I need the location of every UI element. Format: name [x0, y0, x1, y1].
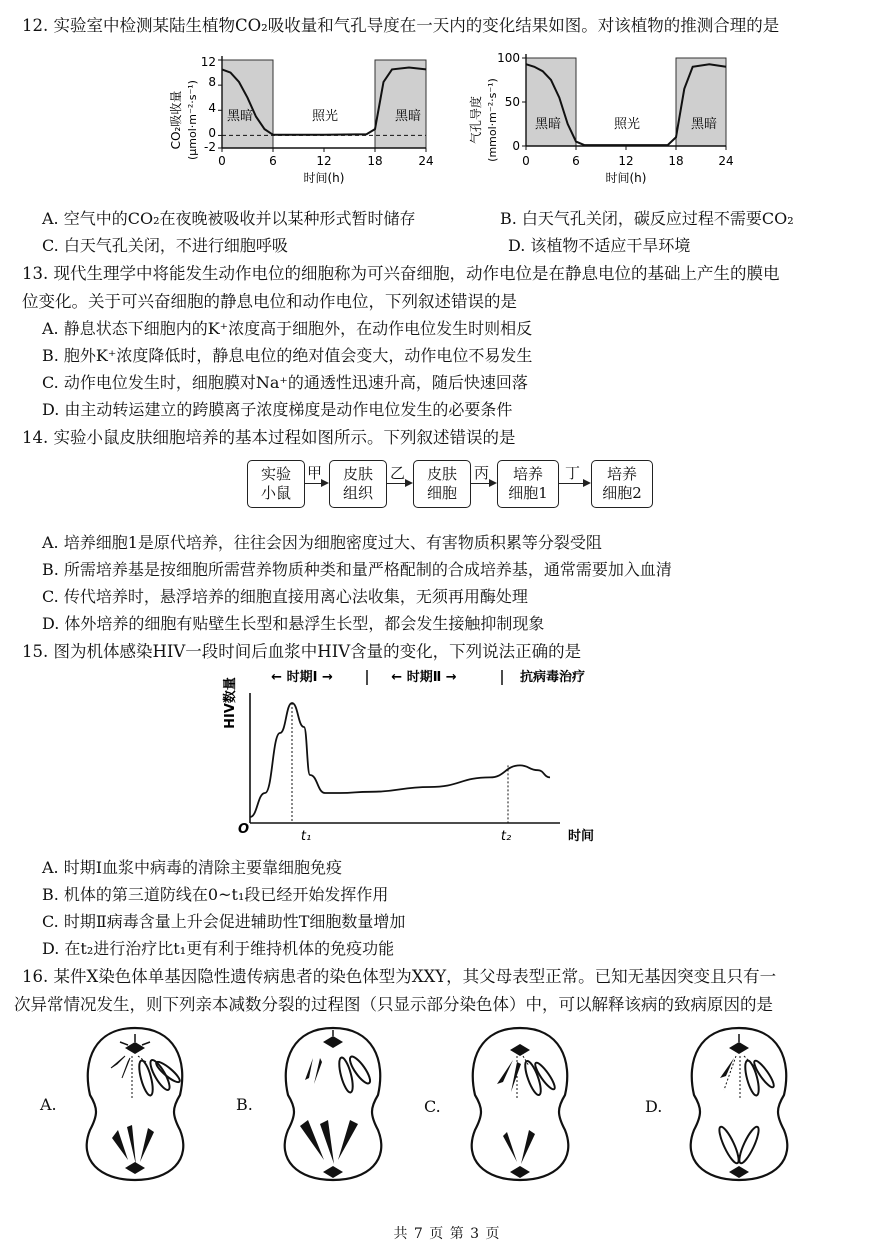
q14-option-b[interactable]: B. 所需培养基是按细胞所需营养物质种类和量严格配制的合成培养基，通常需要加入血清	[42, 560, 672, 579]
flow-box-skin-cell	[413, 460, 471, 508]
q15-option-c[interactable]: C. 时期Ⅱ病毒含量上升会促进辅助性T细胞数量增加	[42, 912, 406, 931]
hiv-t2-label: t₂	[500, 829, 512, 844]
q16-stem-line1: 16. 某件X染色体单基因隐性遗传病患者的染色体型为XXY，其父母表型正常。已知无基因突变且只有一	[22, 967, 777, 986]
stomata-ylabel-1: 气孔导度	[469, 95, 483, 145]
flow-step-yi: 乙	[390, 464, 406, 482]
stomata-ylabel-2: (mmol·m⁻²·s⁻¹)	[486, 78, 499, 162]
stomata-region-3: 黑暗	[690, 117, 718, 132]
flow-box-skin-cell-l1: 皮肤	[426, 465, 457, 483]
q16-stem-line2: 次异常情况发生，则下列亲本减数分裂的过程图（只显示部分染色体）中，可以解释该病的致病原因的是	[14, 995, 773, 1014]
q14-option-d[interactable]: D. 体外培养的细胞有贴壁生长型和悬浮生长型，都会发生接触抑制现象	[42, 614, 545, 633]
q16-option-c-label[interactable]: C.	[424, 1097, 441, 1116]
co2-xtick-0: 0	[218, 154, 226, 168]
q15-hiv-chart	[220, 663, 620, 848]
flow-box-skin-cell-l2: 细胞	[426, 484, 457, 502]
stomata-ytick-50: 50	[504, 95, 520, 109]
stomata-xtick-24: 24	[718, 154, 734, 168]
q13-stem-line1: 13. 现代生理学中将能发生动作电位的细胞称为可兴奋细胞，动作电位是在静息电位的基础上产生的膜电	[22, 264, 780, 283]
co2-region-3: 黑暗	[394, 109, 422, 124]
q12-stem: 12. 实验室中检测某陆生植物CO₂吸收量和气孔导度在一天内的变化结果如图。对该植物的推测合理的是	[22, 16, 780, 35]
hiv-xlabel: 时间	[568, 829, 595, 844]
co2-ylabel-2: (μmol·m⁻²·s⁻¹)	[186, 80, 199, 160]
stomata-region-1: 黑暗	[534, 117, 562, 132]
q15-option-d[interactable]: D. 在t₂进行治疗比t₁更有利于维持机体的免疫功能	[42, 939, 395, 958]
flow-box-culture-1	[497, 460, 559, 508]
flow-box-culture-2	[591, 460, 653, 508]
co2-region-1: 黑暗	[226, 109, 254, 124]
stomata-xtick-0: 0	[522, 154, 530, 168]
hiv-origin: O	[238, 822, 250, 837]
dark-region-left	[526, 58, 576, 146]
flow-box-mouse-l2: 小鼠	[260, 484, 291, 502]
flow-step-ding: 丁	[565, 464, 581, 482]
hiv-plot	[250, 693, 560, 823]
stomata-xtick-12: 12	[618, 154, 634, 168]
q16-cell-b[interactable]	[268, 1020, 398, 1185]
q12-stomata-chart	[462, 48, 752, 198]
q13-stem-line2: 位变化。关于可兴奋细胞的静息电位和动作电位，下列叙述错误的是	[22, 292, 517, 311]
stomata-plot	[522, 54, 726, 150]
q13-option-c[interactable]: C. 动作电位发生时，细胞膜对Na⁺的通透性迅速升高，随后快速回落	[42, 373, 528, 392]
stomata-ytick-100: 100	[497, 51, 520, 65]
stomata-region-2: 照光	[613, 117, 641, 132]
q15-stem: 15. 图为机体感染HIV一段时间后血浆中HIV含量的变化，下列说法正确的是	[22, 642, 582, 661]
q12-option-c[interactable]: C. 白天气孔关闭，不进行细胞呼吸	[42, 236, 288, 255]
flow-step-bing: 丙	[474, 464, 490, 482]
flow-arrow-1	[305, 483, 327, 484]
flow-box-culture-2-l1: 培养	[606, 465, 637, 483]
stomata-xlabel: 时间(h)	[605, 171, 647, 185]
flow-box-mouse	[247, 460, 305, 508]
q13-option-d[interactable]: D. 由主动转运建立的跨膜离子浓度梯度是动作电位发生的必要条件	[42, 400, 513, 419]
flow-box-skin-tissue-l2: 组织	[342, 484, 373, 502]
co2-xtick-18: 18	[367, 154, 383, 168]
q16-option-d-label[interactable]: D.	[645, 1097, 663, 1116]
q16-cell-d[interactable]	[674, 1020, 804, 1185]
flow-box-skin-tissue	[329, 460, 387, 508]
co2-plot	[218, 56, 426, 152]
co2-xtick-6: 6	[269, 154, 277, 168]
co2-ytick-4: 4	[208, 101, 216, 115]
q13-option-b[interactable]: B. 胞外K⁺浓度降低时，静息电位的绝对值会变大，动作电位不易发生	[42, 346, 533, 365]
flow-box-mouse-l1: 实验	[260, 465, 291, 483]
q14-stem: 14. 实验小鼠皮肤细胞培养的基本过程如图所示。下列叙述错误的是	[22, 428, 516, 447]
hiv-t1-label: t₁	[300, 829, 312, 844]
flow-box-skin-tissue-l1: 皮肤	[342, 465, 373, 483]
co2-ytick-neg2: -2	[204, 140, 216, 154]
flow-arrow-2	[387, 483, 411, 484]
q15-option-a[interactable]: A. 时期Ⅰ血浆中病毒的清除主要靠细胞免疫	[42, 858, 343, 877]
q13-option-a[interactable]: A. 静息状态下细胞内的K⁺浓度高于细胞外，在动作电位发生时则相反	[42, 319, 533, 338]
q16-option-a-label[interactable]: A.	[40, 1095, 57, 1114]
q15-option-b[interactable]: B. 机体的第三道防线在0~t₁段已经开始发挥作用	[42, 885, 389, 904]
dark-region-right	[375, 60, 426, 148]
flow-box-culture-2-l2: 细胞2	[602, 484, 642, 502]
hiv-curve	[250, 703, 550, 817]
co2-region-2: 照光	[311, 109, 339, 124]
hiv-period-2: ← 时期Ⅱ →	[391, 670, 457, 685]
dark-region-right	[676, 58, 726, 146]
page-footer: 共 7 页 第 3 页	[393, 1226, 501, 1242]
co2-xtick-24: 24	[418, 154, 434, 168]
hiv-period-1: ← 时期Ⅰ →	[271, 670, 333, 685]
q12-option-b[interactable]: B. 白天气孔关闭，碳反应过程不需要CO₂	[500, 209, 794, 228]
q16-option-b-label[interactable]: B.	[236, 1095, 253, 1114]
co2-xlabel: 时间(h)	[303, 171, 345, 185]
stomata-xtick-18: 18	[668, 154, 684, 168]
q12-co2-chart	[160, 48, 450, 198]
q14-option-c[interactable]: C. 传代培养时，悬浮培养的细胞直接用离心法收集，无须再用酶处理	[42, 587, 528, 606]
co2-ytick-0: 0	[208, 126, 216, 140]
q12-option-a[interactable]: A. 空气中的CO₂在夜晚被吸收并以某种形式暂时储存	[42, 209, 416, 228]
flow-arrow-4	[559, 483, 589, 484]
stomata-ytick-0: 0	[512, 139, 520, 153]
flow-box-culture-1-l2: 细胞1	[508, 484, 548, 502]
hiv-treatment: 抗病毒治疗	[520, 670, 586, 685]
flow-box-culture-1-l1: 培养	[512, 465, 543, 483]
co2-xtick-12: 12	[316, 154, 332, 168]
q16-cell-c[interactable]	[455, 1020, 585, 1185]
flow-step-jia: 甲	[307, 464, 323, 482]
hiv-ylabel: HIV数量	[223, 677, 238, 729]
flow-arrow-3	[471, 483, 495, 484]
q14-option-a[interactable]: A. 培养细胞1是原代培养，往往会因为细胞密度过大、有害物质积累等分裂受阻	[42, 533, 602, 552]
q12-option-d[interactable]: D. 该植物不适应干旱环境	[508, 236, 691, 255]
co2-ytick-8: 8	[208, 75, 216, 89]
co2-ylabel-1: CO₂吸收量	[169, 90, 183, 150]
co2-ytick-12: 12	[200, 55, 216, 69]
q16-cell-a[interactable]	[70, 1020, 200, 1185]
stomata-xtick-6: 6	[572, 154, 580, 168]
